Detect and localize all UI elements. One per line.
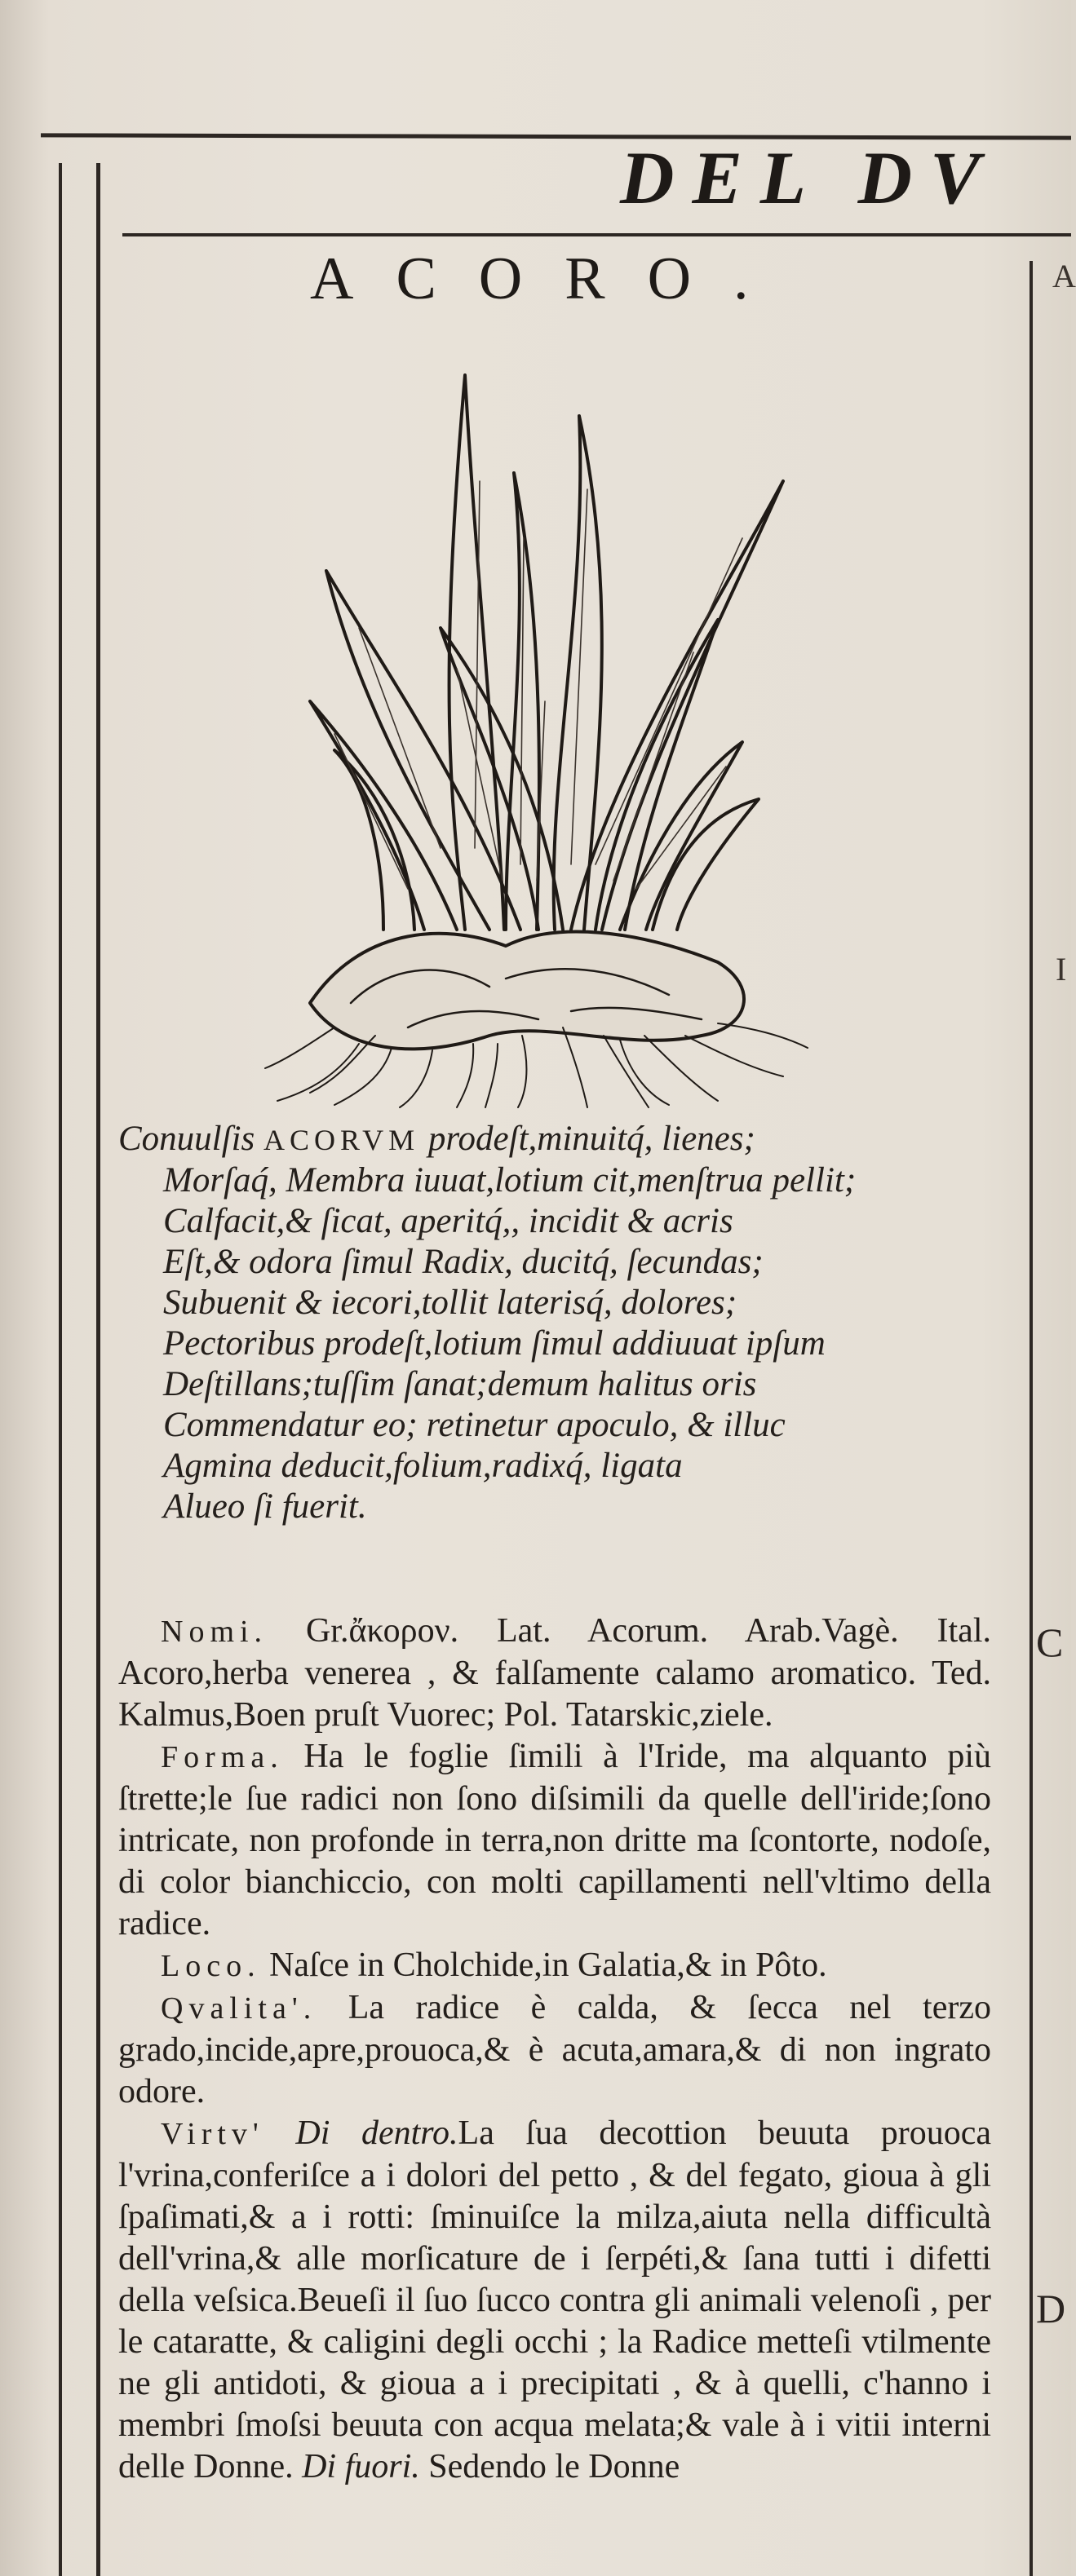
paragraph-virtu (118, 2113, 991, 2488)
edge-fragment-i: I (1056, 951, 1067, 988)
header-underline (122, 233, 1071, 236)
paragraph-text: La radice è calda, & ſecca nel terzo grado,incide,apre,prouoca,& è acuta,amara,& di non ingrato odore. (118, 1989, 991, 2110)
acorus-plant-woodcut-icon (261, 359, 816, 1109)
left-border-inner (96, 163, 100, 2576)
paragraph-loco (118, 1945, 991, 1987)
paragraph-forma (118, 1736, 991, 1945)
body-text (118, 1611, 991, 2488)
section-heading: Qvalita'. (161, 1991, 317, 2026)
poem-line: Subuenit & iecori,tollit laterisq́, dolores; (163, 1284, 737, 1322)
paragraph-text: La ſua decottion beuuta prouoca l'vrina,conferiſce a i dolori del petto , & del fegato, gioua à gli ſpaſimati,& a i rotti: ſminuiſce la milza,aiuta nella difficultà dell'vrina,& alle morſicature de i ſerpéti,& ſana tutti i difetti della veſsica.Beueſi il ſuo ſucco contra gli animali velenoſi , per le cataratte, & caligini degli occhi ; la Radice metteſi vtilmente ne gli antidoti, & gioua a i precipitati , & à quelli, c'hanno i membri ſmoſsi beuuta con acqua melata;& vale à i vitii interni delle Donne. (118, 2114, 991, 2485)
edge-fragment-a: A (1052, 258, 1076, 294)
poem-line: Agmina deducit,folium,radixq́, ligata (163, 1447, 683, 1485)
paragraph-nomi (118, 1611, 991, 1736)
poem-line (118, 1119, 999, 1160)
left-border-outer (59, 163, 62, 2576)
poem-line: Morſaq́, Membra iuuat,lotium cit,menſtrua pellit; (163, 1161, 857, 1200)
subheading-di-fuori: Di fuori. (293, 2448, 420, 2485)
paragraph-text: Sedendo le Donne (419, 2448, 680, 2485)
poem-line: Eſt,& odora ſimul Radix, ducitq́, ſecundas; (163, 1243, 764, 1281)
poem-line: Calfacit,& ſicat, aperitq́,, incidit & acris (163, 1202, 733, 1240)
poem-line: Alueo ſi fuerit. (163, 1487, 367, 1526)
paragraph-text: Gr.ἄκορον. Lat. Acorum. Arab.Vagè. Ital. Acoro,herba venerea , & falſamente calamo aromatico. Ted. Kalmus,Boen pruſt Vuorec; Pol. Tatarskic,ziele. (118, 1612, 991, 1734)
section-heading: Nomi. (161, 1615, 268, 1649)
poem-line: Commendatur eo; retinetur apoculo, & illuc (163, 1406, 786, 1444)
subheading-di-dentro: Di dentro. (263, 2114, 458, 2152)
margin-letter-c: C (1036, 1619, 1064, 1665)
paragraph-text: Naſce in Cholchide,in Galatia,& in Pôto. (260, 1946, 827, 1984)
poem-line: Deſtillans;tuſſim ſanat;demum halitus oris (163, 1365, 757, 1403)
paragraph-qualita (118, 1987, 991, 2113)
running-head: DEL DV (620, 136, 999, 219)
poem-line: Pectoribus prodeſt,lotium ſimul addiuuat ipſum (163, 1324, 826, 1363)
poem (118, 1119, 999, 1527)
section-heading: Loco. (161, 1949, 261, 1983)
poem-plant-name: ACORVM (263, 1124, 420, 1156)
section-heading: Virtv' (161, 2117, 264, 2151)
right-column-border (1030, 261, 1033, 2576)
margin-letter-d: D (1036, 2286, 1066, 2331)
section-heading: Forma. (161, 1740, 284, 1774)
paragraph-text: Ha le foglie ſimili à l'Iride, ma alquanto più ſtrette;le ſue radici non ſono diſsimili da quelle dell'iride;ſono intricate, non profonde in terra,non dritte ma ſcontorte, nodoſe, di color bianchiccio, con molti capillamenti nell'vltimo della radice. (118, 1738, 991, 1942)
poem-line-start: Conuulſis (118, 1120, 264, 1158)
poem-line-end: prodeſt,minuitq́, lienes; (419, 1120, 755, 1158)
entry-title: ACORO. (310, 245, 791, 312)
